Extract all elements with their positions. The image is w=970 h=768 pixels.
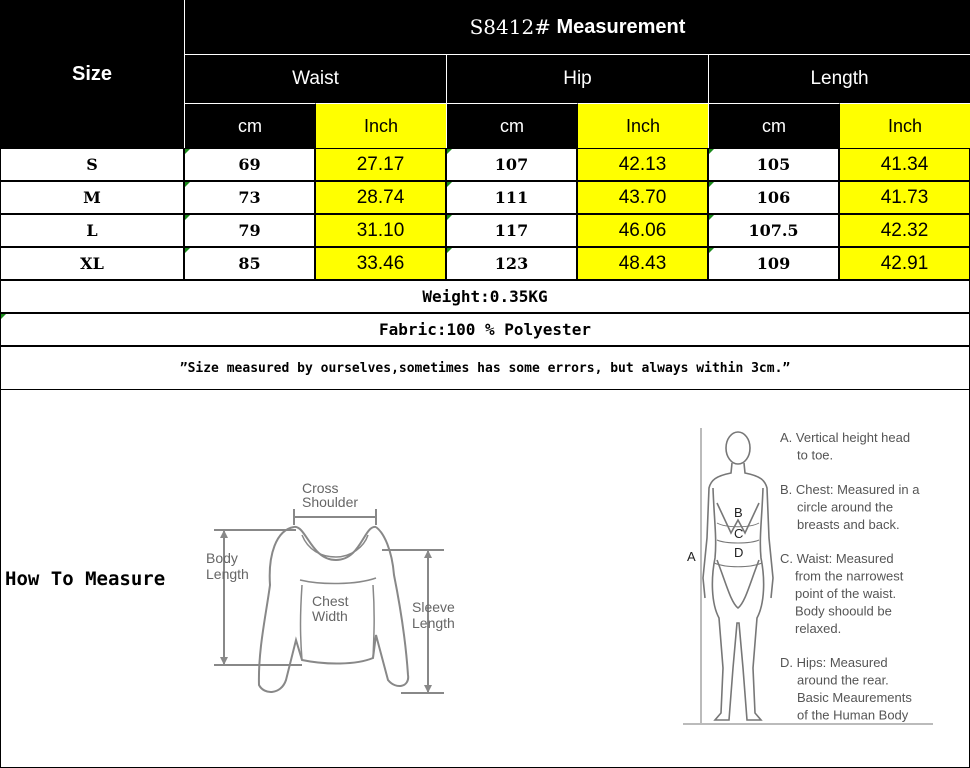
cm-cell [184,148,315,181]
cell-value: 117 [494,221,529,240]
inch-cell: 42.32 [839,214,970,247]
legend-line: Basic Meaurements [797,690,912,705]
unit-waist-inch: Inch [315,103,446,148]
sleeve-length-label-1: Sleeve [412,599,455,615]
inch-cell: 31.10 [315,214,446,247]
legend-line: to toe. [797,447,834,463]
legend-line: circle around the [797,499,894,515]
note-row [0,346,970,390]
corner-mark [447,248,452,253]
size-cell: L [0,214,184,247]
inch-cell: 46.06 [577,214,708,247]
corner-mark [709,215,714,220]
title-word: Measurement [556,15,686,38]
body-length-label-1: Body [206,550,238,566]
cm-cell [708,181,839,214]
cell-value: 109 [756,254,791,273]
cell-value: 69 [238,155,261,174]
cm-cell [446,247,577,280]
fabric-text: Fabric:100 % Polyester [379,320,591,339]
note-text: ”Size measured by ourselves,sometimes has some errors, but always within 3cm.” [179,360,791,376]
cell-value: 107.5 [748,221,799,240]
label-a: A [687,549,696,564]
unit-hip-inch: Inch [577,103,708,148]
cm-cell [184,214,315,247]
sleeve-length-label-2: Length [412,615,455,631]
inch-cell: 33.46 [315,247,446,280]
cell-value: 105 [756,155,791,174]
cell-value: 111 [494,188,529,207]
how-to-measure-label: How To Measure [5,568,166,590]
group-length: Length [708,54,970,103]
size-header: Size [0,0,184,148]
body-length-label-2: Length [206,566,249,582]
legend-line: from the narrowest [795,568,904,584]
group-hip: Hip [446,54,708,103]
chest-width-label-1: Chest [312,593,349,609]
cm-cell [708,148,839,181]
unit-waist-cm: cm [184,103,315,148]
corner-mark [185,215,190,220]
legend-line: B. Chest: Measured in a [780,482,920,497]
inch-cell: 42.91 [839,247,970,280]
size-cell: S [0,148,184,181]
corner-mark [709,248,714,253]
cell-value: 79 [238,221,261,240]
table-title [184,0,970,54]
inch-cell: 41.73 [839,181,970,214]
corner-mark [447,215,452,220]
product-code: S8412# [469,15,551,39]
legend-line: C. Waist: Measured [780,551,894,566]
legend-line: relaxed. [795,621,842,636]
corner-mark [185,182,190,187]
corner-mark [709,182,714,187]
label-b: B [734,505,743,520]
label-d: D [734,545,744,560]
legend-line: D. Hips: Measured [780,655,888,670]
legend-line: Body shoould be [795,603,892,619]
cm-cell [708,247,839,280]
size-cell: XL [0,247,184,280]
corner-mark [185,149,190,154]
cell-value: 73 [238,188,261,207]
weight-row [0,280,970,313]
chest-width-label-2: Width [312,608,348,624]
corner-mark [1,314,6,319]
garment-diagram [196,475,466,700]
cm-cell [184,247,315,280]
unit-length-inch: Inch [839,103,970,148]
legend-line: around the rear. [797,672,889,688]
inch-cell: 27.17 [315,148,446,181]
corner-mark [709,149,714,154]
cross-shoulder-label-2: Shoulder [302,494,359,510]
cm-cell [446,148,577,181]
inch-cell: 28.74 [315,181,446,214]
unit-hip-cm: cm [446,103,577,148]
cm-cell [184,181,315,214]
cell-value: 85 [238,254,261,273]
cross-shoulder-label-1: Cross [302,480,339,496]
legend-line: point of the waist. [795,586,897,601]
how-to-measure-panel [0,390,970,768]
size-cell: M [0,181,184,214]
body-figure-diagram [681,428,951,733]
cm-cell [708,214,839,247]
cell-value: 106 [756,188,791,207]
cm-cell [446,181,577,214]
weight-text: Weight:0.35KG [422,287,548,306]
inch-cell: 43.70 [577,181,708,214]
legend-line: of the Human Body [797,707,909,723]
corner-mark [447,182,452,187]
group-waist: Waist [184,54,446,103]
inch-cell: 42.13 [577,148,708,181]
corner-mark [447,149,452,154]
fabric-row [0,313,970,346]
inch-cell: 48.43 [577,247,708,280]
legend-line: breasts and back. [797,517,900,532]
cell-value: 107 [494,155,529,174]
legend-line: A. Vertical height head [780,430,911,445]
cm-cell [446,214,577,247]
unit-length-cm: cm [708,103,839,148]
inch-cell: 41.34 [839,148,970,181]
cell-value: 123 [494,254,529,273]
corner-mark [185,248,190,253]
label-c: C [734,526,744,541]
